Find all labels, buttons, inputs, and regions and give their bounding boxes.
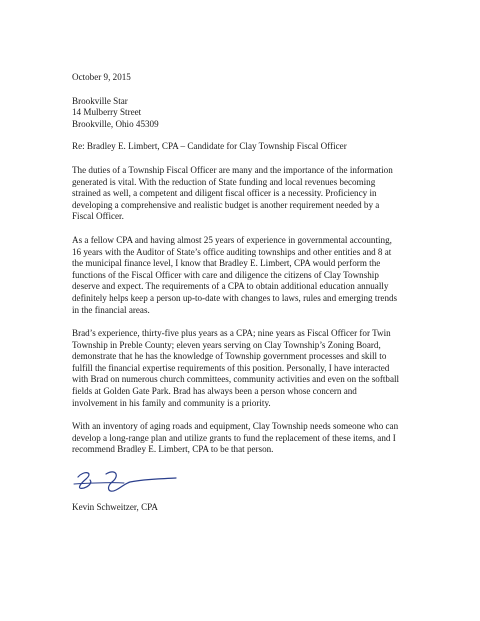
- paragraph-line: fields at Golden Gate Park. Brad has always been a person whose concern and: [72, 386, 357, 397]
- paragraph-2: [72, 235, 418, 316]
- paragraph-4: [72, 421, 418, 456]
- paragraph-line: The duties of a Township Fiscal Officer are many and the importance of the information: [72, 164, 393, 175]
- paragraph-line: in the financial areas.: [72, 304, 150, 315]
- paragraph-1: [72, 165, 418, 223]
- paragraph-line: involvement in his family and community is a priority.: [72, 397, 271, 408]
- paragraph-line: Brad’s experience, thirty-five plus years as a CPA; nine years as Fiscal Officer for Twin: [72, 328, 391, 339]
- letter-date: October 9, 2015: [72, 72, 131, 82]
- paragraph-line: strained as well, a competent and diligent fiscal officer is a necessity. Proficiency in: [72, 188, 377, 199]
- paragraph-line: With an inventory of aging roads and equipment, Clay Township needs someone who can: [72, 421, 399, 432]
- paragraph-line: Fiscal Officer.: [72, 211, 124, 222]
- paragraph-line: deserve and expect. The requirements of a CPA to obtain additional education annually: [72, 281, 389, 292]
- subject-line: Re: Bradley E. Limbert, CPA – Candidate for Clay Township Fiscal Officer: [72, 141, 347, 152]
- signer-name: Kevin Schweitzer, CPA: [72, 502, 158, 513]
- recipient-address: [72, 96, 418, 131]
- paragraph-line: the municipal finance level, I know that Bradley E. Limbert, CPA would perform the: [72, 258, 381, 269]
- paragraph-line: Township in Preble County; eleven years serving on Clay Township’s Zoning Board,: [72, 339, 381, 350]
- paragraph-line: demonstrate that he has the knowledge of Township government processes and skill to: [72, 351, 387, 362]
- recipient-name: Brookville Star: [72, 95, 128, 106]
- recipient-city: Brookville, Ohio 45309: [72, 118, 159, 129]
- paragraph-line: As a fellow CPA and having almost 25 years of experience in governmental accounting,: [72, 234, 392, 245]
- recipient-street: 14 Mulberry Street: [72, 107, 142, 118]
- paragraph-line: functions of the Fiscal Officer with care and diligence the citizens of Clay Township: [72, 269, 379, 280]
- paragraph-line: 16 years with the Auditor of State’s office auditing townships and other entities and 8 at: [72, 246, 392, 257]
- paragraph-line: fulfill the financial expertise requirements of this position. Personally, I have interacted: [72, 362, 390, 373]
- paragraph-line: with Brad on numerous church committees, community activities and even on the softball: [72, 374, 400, 385]
- paragraph-line: generated is vital. With the reduction of State funding and local revenues becoming: [72, 176, 376, 187]
- letter-body: [72, 72, 418, 514]
- paragraph-line: recommend Bradley E. Limbert, CPA to be that person.: [72, 444, 274, 455]
- paragraph-line: definitely helps keep a person up-to-date with changes to laws, rules and emerging trends: [72, 292, 398, 303]
- paragraph-line: developing a comprehensive and realistic budget is another requirement needed by a: [72, 199, 380, 210]
- signature-icon: [72, 468, 182, 498]
- paragraph-3: [72, 328, 418, 409]
- handwritten-signature: [72, 468, 418, 498]
- paragraph-line: develop a long-range plan and utilize grants to fund the replacement of these items, and I: [72, 432, 396, 443]
